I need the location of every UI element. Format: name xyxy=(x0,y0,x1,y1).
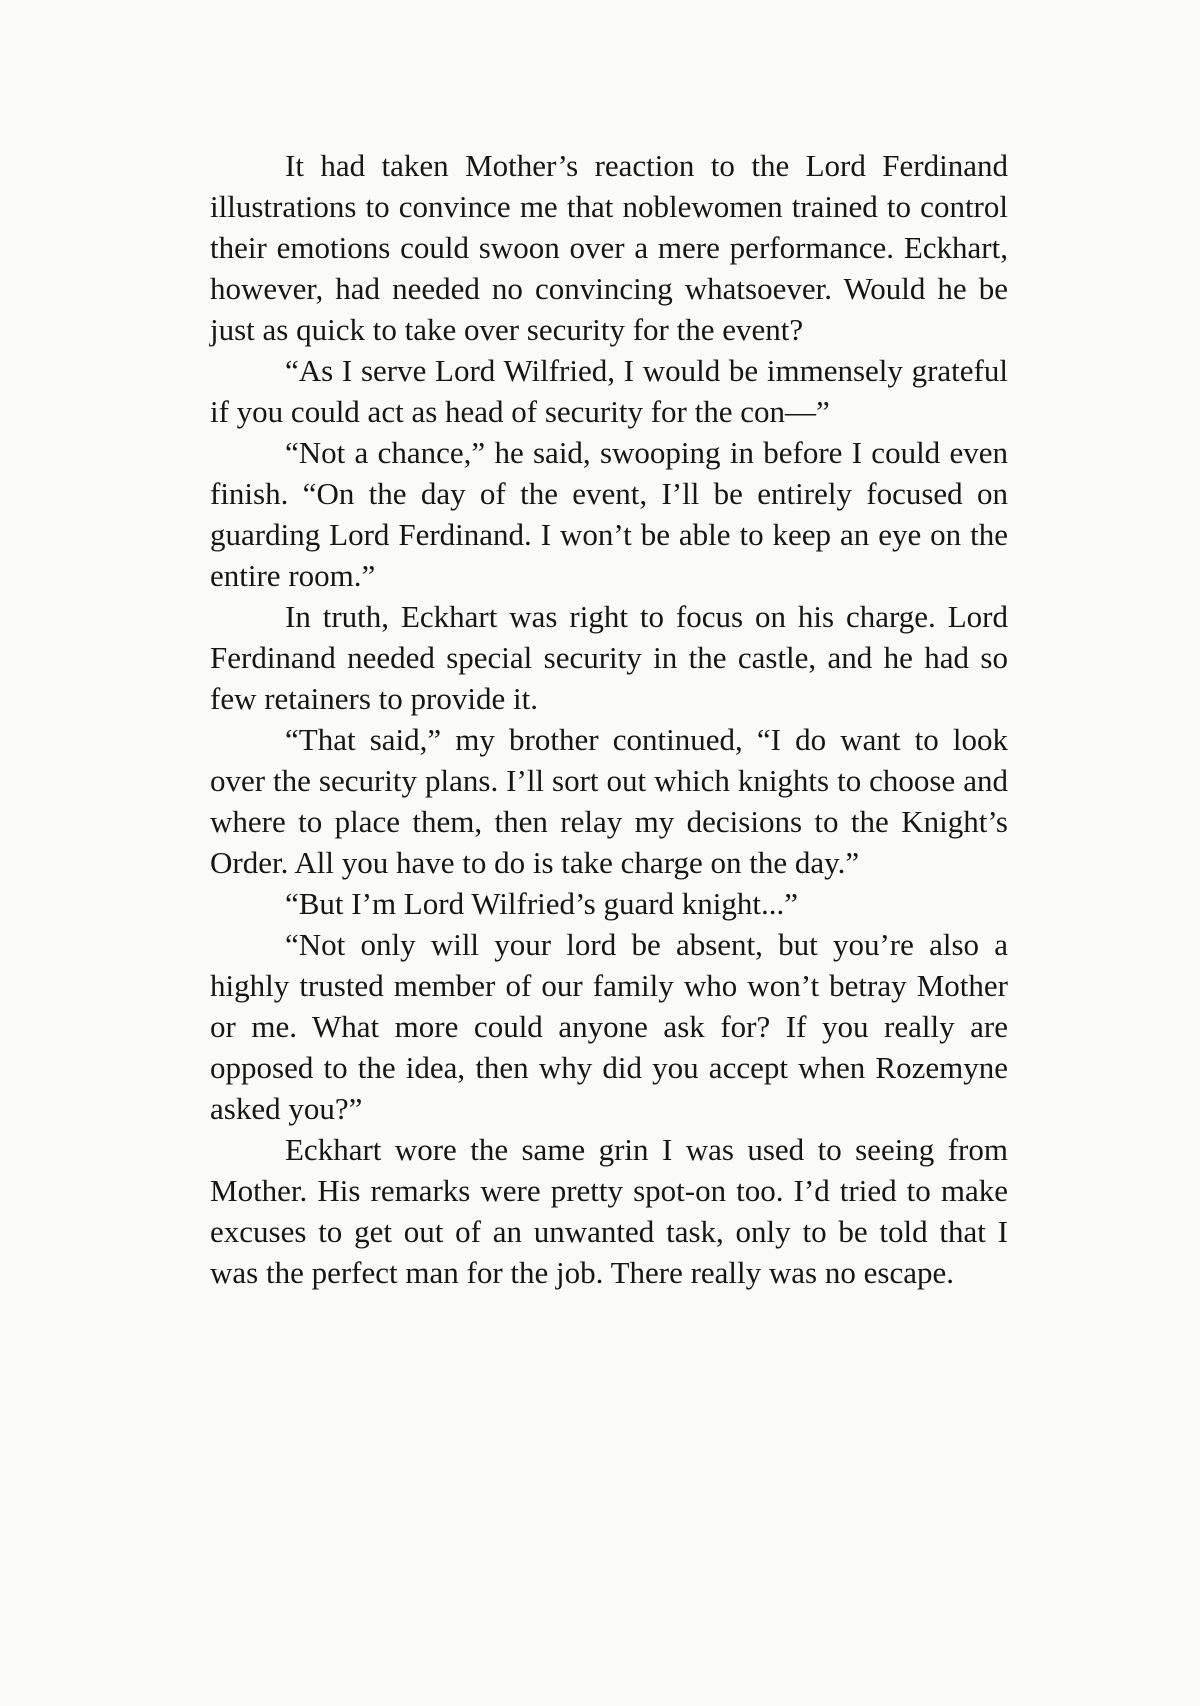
paragraph: “That said,” my brother continued, “I do want to look over the security plans. I’ll sort out which knights to choose and where to place them, then relay my decisions to the Knight’s Order. All you have to do is take charge on the day.” xyxy=(210,722,1008,880)
paragraph: “But I’m Lord Wilfried’s guard knight...” xyxy=(285,886,799,921)
paragraph: In truth, Eckhart was right to focus on his charge. Lord Ferdinand needed special security in the castle, and he had so few retainers to provide it. xyxy=(210,599,1008,716)
paragraph: Eckhart wore the same grin I was used to seeing from Mother. His remarks were pretty spot-on too. I’d tried to make excuses to get out of an unwanted task, only to be told that I was the perfect man for the job. There really was no escape. xyxy=(210,1132,1008,1290)
paragraph: “As I serve Lord Wilfried, I would be immensely grateful if you could act as head of security for the con—” xyxy=(210,353,1008,429)
page-text-block xyxy=(210,145,1008,1293)
paragraph: “Not a chance,” he said, swooping in before I could even finish. “On the day of the event, I’ll be entirely focused on guarding Lord Ferdinand. I won’t be able to keep an eye on the entire room.” xyxy=(210,435,1008,593)
paragraph: It had taken Mother’s reaction to the Lord Ferdinand illustrations to convince me that noblewomen trained to control their emotions could swoon over a mere performance. Eckhart, however, had needed no convincing whatsoever. Would he be just as quick to take over security for the event? xyxy=(210,148,1008,347)
paragraph: “Not only will your lord be absent, but you’re also a highly trusted member of our family who won’t betray Mother or me. What more could anyone ask for? If you really are opposed to the idea, then why did you accept when Rozemyne asked you?” xyxy=(210,927,1008,1126)
